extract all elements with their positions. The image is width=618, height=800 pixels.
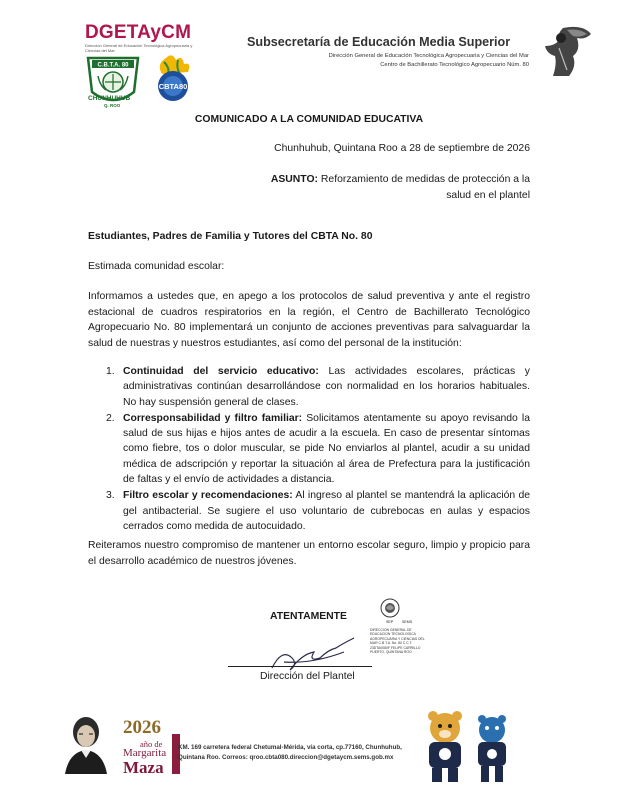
signer-name: Dirección del Plantel (260, 671, 355, 682)
cbta-state: Q. ROO (104, 103, 121, 108)
dgeta-logo-subtitle: Dirección General de Educación Tecnológica Agropecuaria y Ciencias del Mar (85, 43, 193, 53)
list-item-number: 2. (106, 412, 115, 424)
asunto-block (270, 172, 530, 204)
greeting: Estimada comunidad escolar: (88, 261, 225, 272)
atentamente-label: ATENTAMENTE (270, 611, 347, 622)
list-item-number: 3. (106, 490, 115, 502)
signature-line (228, 666, 372, 667)
seal-sems-label: SEMS (402, 620, 413, 624)
closing-paragraph: Reiteramos nuestro compromiso de mantener un entorno escolar seguro, limpio y propicio para el desarrollo académico de nuestros jóvenes. (88, 540, 530, 567)
footer-margarita: Margarita (123, 747, 167, 759)
list-item-text: Solicitamos atentamente su apoyo revisando la salud de sus hijas e hijos antes de acudir a la escuela. En caso de presentar síntomas como fiebre, tos o dolor muscular, se pide No enviarlos al plantel, acudir a su unidad médica de adscripción y reportar la situación al área de Prefectura para la justificación de faltas y el envío de actividades a distancia. (123, 412, 530, 486)
measures-list (106, 364, 530, 535)
list-item (106, 364, 530, 410)
cbta80-logo (146, 52, 200, 106)
list-item-text: Al ingreso al plantel se mantendrá la aplicación de gel antibacterial. Se sugiere el uso voluntario de cubrebocas en aulas y espacios cerrados como medida de autocuidado. (123, 490, 530, 532)
list-item-number: 1. (106, 366, 115, 377)
intro-paragraph: Informamos a ustedes que, en apego a los protocolos de salud preventiva y ante el registro estacional de cuadros respiratorios en la región, el Centro de Bachillerato Tecnológico Agropecuario No. 80 implementará un conjunto de acciones preventivas para salvaguardar la salud de nuestras y nuestros estudiantes, así como del personal de la institución: (88, 291, 530, 349)
cbta80-logo-label: CBTA80 (158, 82, 188, 91)
list-item-title: Corresponsabilidad y filtro familiar: (123, 412, 303, 424)
list-item (106, 488, 530, 534)
footer-address-line1: KM. 169 carretera federal Chetumal-Mérida, vía corta, cp.77160, Chunhuhub, (178, 744, 402, 751)
footer-year: 2026 (123, 717, 161, 738)
direccion-general-line: Dirección General de Educación Tecnológica Agropecuaria y Ciencias del Mar (328, 53, 529, 59)
footer-maza: Maza (123, 758, 164, 777)
addressee: Estudiantes, Padres de Familia y Tutores del CBTA No. 80 (88, 231, 373, 242)
list-item-title: Continuidad del servicio educativo: (123, 366, 319, 377)
asunto-text: Reforzamiento de medidas de protección a la salud en el plantel (320, 174, 530, 201)
centro-bachillerato-line: Centro de Bachillerato Tecnológico Agropecuario Núm. 80 (380, 62, 529, 68)
document-title: COMUNICADO A LA COMUNIDAD EDUCATIVA (194, 114, 424, 125)
list-item-title: Filtro escolar y recomendaciones: (123, 490, 293, 502)
footer-address-line2: Quintana Roo. Correos: qroo.cbta080.direccion@dgetaycm.sems.gob.mx (178, 754, 394, 761)
margarita-maza-portrait (55, 712, 117, 774)
seal-sep-label: SEP (386, 620, 394, 624)
seal-text: DIRECCION GENERAL DE EDUCACION TECNOLOGICA AGROPECUARIA Y CIENCIAS DEL MAR C.B.T.A. No. 80 C.C.T. 23DTA0080F FELIPE CARRILLO PUERTO, QUINTANA ROO (370, 628, 425, 655)
panther-mascot-icon (472, 712, 512, 784)
subsecretaria-title: Subsecretaría de Educación Media Superior (247, 35, 511, 49)
list-item-text: Las actividades escolares, prácticas y administrativas continúan desarrollándose con normalidad en los horarios habituales. No hay suspensión general de clases. (123, 366, 531, 408)
dgeta-logo: DGETAyCM (85, 22, 192, 43)
cbta-badge-label: C.B.T.A. 80 (97, 62, 129, 69)
footer-ano-de: año de (140, 739, 163, 749)
list-item (106, 411, 530, 487)
place-date: Chunhuhub, Quintana Roo a 28 de septiembre de 2026 (274, 143, 530, 154)
cbta-location: CHUNHUHUB (88, 95, 131, 102)
heroine-flag-emblem-icon (533, 20, 595, 82)
jaguar-mascot-icon (420, 710, 470, 784)
asunto-label: ASUNTO: (270, 174, 319, 185)
